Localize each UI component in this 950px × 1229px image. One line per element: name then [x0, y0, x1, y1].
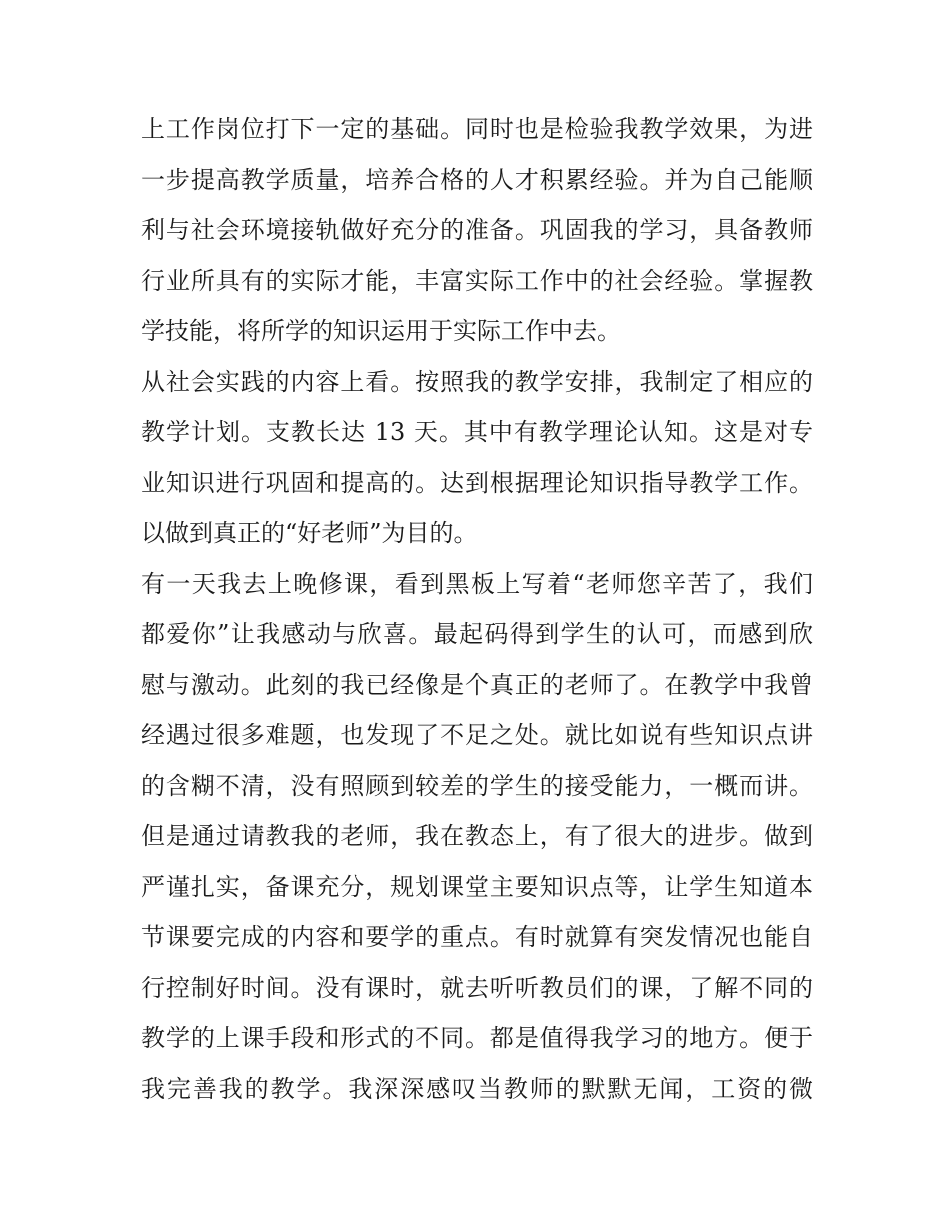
text-line: 慰与激动。此刻的我已经像是个真正的老师了。在教学中我曾: [141, 670, 813, 699]
text-line: 从社会实践的内容上看。按照我的教学安排，我制定了相应的: [141, 367, 813, 396]
body-text: [141, 104, 813, 1114]
text-line: 行业所具有的实际才能，丰富实际工作中的社会经验。掌握教: [141, 266, 813, 295]
text-line: 的含糊不清，没有照顾到较差的学生的接受能力，一概而讲。: [141, 771, 813, 800]
text-line: 我完善我的教学。我深深感叹当教师的默默无闻，工资的微: [141, 1074, 813, 1103]
text-line: 都爱你”让我感动与欣喜。最起码得到学生的认可，而感到欣: [141, 620, 813, 648]
text-line: 一步提高教学质量，培养合格的人才积累经验。并为自己能顺: [141, 165, 813, 194]
text-line: 教学的上课手段和形式的不同。都是值得我学习的地方。便于: [141, 1024, 813, 1052]
text-line: 节课要完成的内容和要学的重点。有时就算有突发情况也能自: [141, 923, 813, 951]
text-line: 利与社会环境接轨做好充分的准备。巩固我的学习，具备教师: [141, 216, 813, 244]
text-line: 业知识进行巩固和提高的。达到根据理论知识指导教学工作。: [141, 468, 813, 497]
text-line: 教学计划。支教长达 13 天。其中有教学理论认知。这是对专: [141, 418, 813, 446]
text-line: 行控制好时间。没有课时，就去听听教员们的课，了解不同的: [141, 973, 813, 1002]
text-line: 经遇过很多难题，也发现了不足之处。就比如说有些知识点讲: [141, 721, 813, 749]
text-line: 有一天我去上晚修课，看到黑板上写着“老师您辛苦了，我们: [141, 569, 813, 598]
text-line: 严谨扎实，备课充分，规划课堂主要知识点等，让学生知道本: [141, 872, 813, 901]
text-line: 以做到真正的“好老师”为目的。: [141, 519, 478, 547]
text-line: 但是通过请教我的老师，我在教态上，有了很大的进步。做到: [141, 822, 813, 850]
text-line: 上工作岗位打下一定的基础。同时也是检验我教学效果，为进: [141, 115, 813, 143]
text-line: 学技能，将所学的知识运用于实际工作中去。: [141, 317, 621, 345]
